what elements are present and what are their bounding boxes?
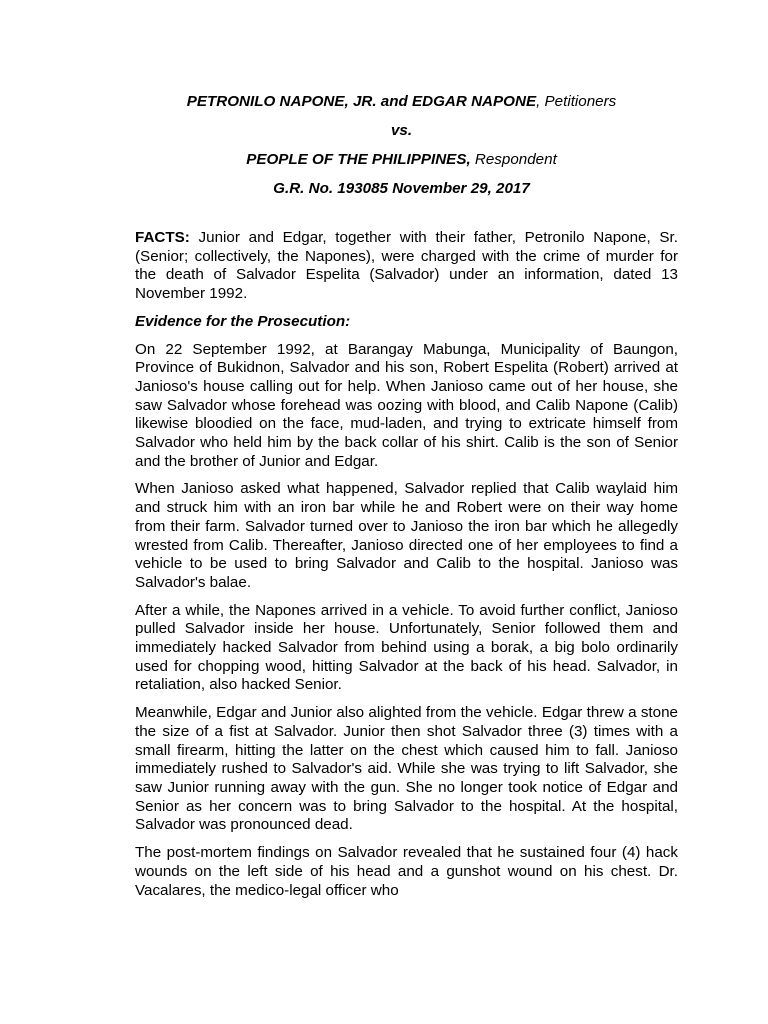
petitioners-role: , Petitioners: [536, 93, 617, 110]
body-paragraph: Meanwhile, Edgar and Junior also alighted from the vehicle. Edgar threw a stone the size of a fist at Salvador. Junior then shot Salvador three (3) times with a small firearm, hitting the latter on the chest which caused him to fall. Janioso immediately rushed to Salvador's aid. While she was trying to lift Salvador, she saw Junior running away with the gun. She no longer took notice of Edgar and Senior as her concern was to bring Salvador to the hospital. At the hospital, Salvador was pronounced dead.: [135, 704, 678, 834]
body-paragraph: After a while, the Napones arrived in a vehicle. To avoid further conflict, Janioso pulled Salvador inside her house. Unfortunately, Senior followed them and immediately hacked Salvador from behind using a borak, a big bolo ordinarily used for chopping wood, hitting Salvador at the back of his head. Salvador, in retaliation, also hacked Senior.: [135, 601, 678, 694]
case-number-line: [125, 179, 678, 198]
facts-paragraph: [135, 229, 678, 304]
section-heading-prosecution: Evidence for the Prosecution:: [135, 312, 351, 330]
respondent-role: Respondent: [470, 151, 557, 168]
document-body: [135, 229, 678, 900]
facts-text: Junior and Edgar, together with their father, Petronilo Napone, Sr. (Senior; collectively, the Napones), were charged with the crime of murder for the death of Salvador Espelita (Salvador) under an information, dated 13 November 1992.: [135, 229, 678, 303]
case-caption: [125, 92, 678, 198]
body-paragraph: On 22 September 1992, at Barangay Mabunga, Municipality of Baungon, Province of Bukidnon, Salvador and his son, Robert Espelita (Robert) arrived at Janioso's house calling out for help. When Janioso came out of her house, she saw Salvador whose forehead was oozing with blood, and Calib Napone (Calib) likewise bloodied on the face, mud-laden, and trying to extricate himself from Salvador who held him by the back collar of his shirt. Calib is the son of Senior and the brother of Junior and Edgar.: [135, 340, 678, 470]
versus-text: vs.: [390, 122, 413, 139]
petitioners-names: PETRONILO NAPONE, JR. and EDGAR NAPONE: [186, 93, 537, 110]
body-paragraph: When Janioso asked what happened, Salvador replied that Calib waylaid him and struck him with an iron bar while he and Robert were on their way home from their farm. Salvador turned over to Janioso the iron bar which he allegedly wrested from Calib. Thereafter, Janioso directed one of her employees to find a vehicle to be used to bring Salvador and Calib to the hospital. Janioso was Salvador's balae.: [135, 480, 678, 591]
case-number: G.R. No. 193085 November 29, 2017: [273, 180, 530, 197]
respondent-name: PEOPLE OF THE PHILIPPINES,: [246, 151, 471, 168]
respondent-line: [125, 150, 678, 169]
petitioners-line: [125, 92, 678, 111]
versus-line: [125, 121, 678, 140]
body-paragraph: The post-mortem findings on Salvador revealed that he sustained four (4) hack wounds on the left side of his head and a gunshot wound on his chest. Dr. Vacalares, the medico-legal officer who: [135, 844, 678, 899]
facts-label: FACTS:: [135, 229, 190, 246]
